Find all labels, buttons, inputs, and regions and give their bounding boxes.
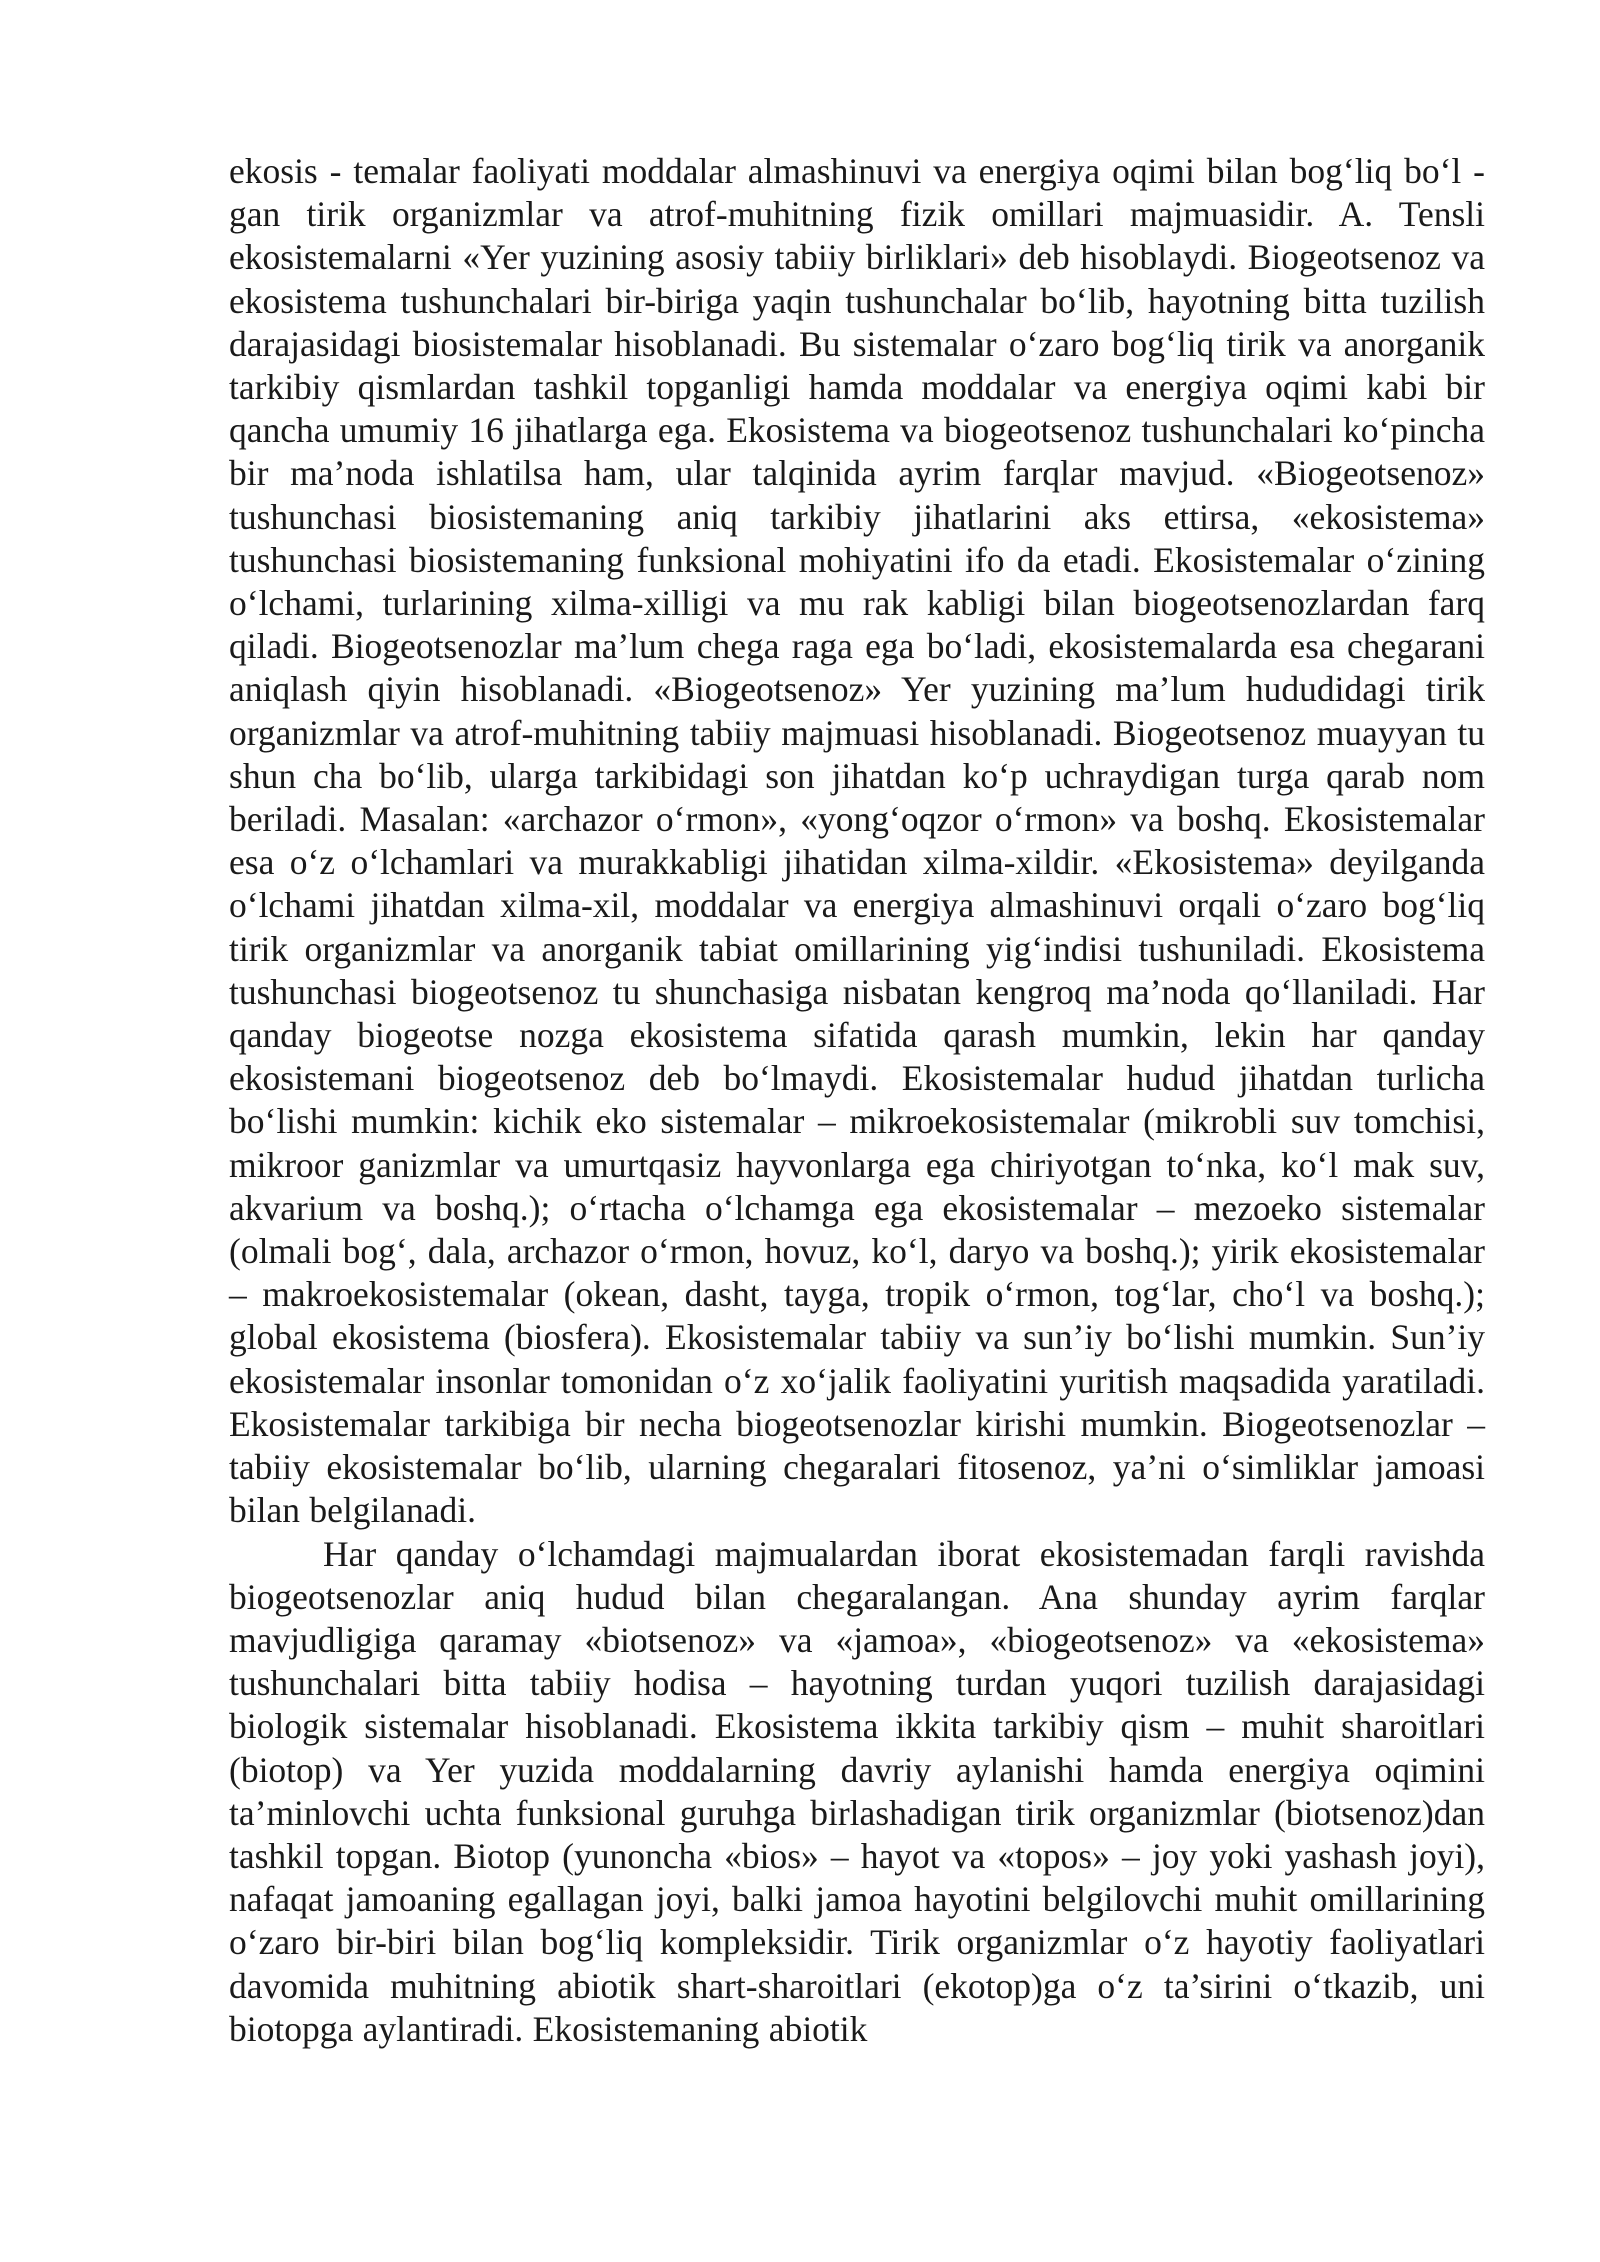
document-body: [229, 150, 1485, 2051]
paragraph-ecosystem-definition: ekosis - temalar faoliyati moddalar almashinuvi va energiya oqimi bilan bog‘liq bo‘l - gan tirik organizmlar va atrof-muhitning fizik omillari majmuasidir. A. Tensli ekosistemalarni «Yer yuzining asosiy tabiiy birliklari» deb hisoblaydi. Biogeotsenoz va ekosistema tushunchalari bir-biriga yaqin tushunchalar bo‘lib, hayotning bitta tuzilish darajasidagi biosistemalar hisoblanadi. Bu sistemalar o‘zaro bog‘liq tirik va anorganik tarkibiy qismlardan tashkil topganligi hamda moddalar va energiya oqimi kabi bir qancha umumiy 16 jihatlarga ega. Ekosistema va biogeotsenoz tushunchalari ko‘pincha bir ma’noda ishlatilsa ham, ular talqinida ayrim farqlar mavjud. «Biogeotsenoz» tushunchasi biosistemaning aniq tarkibiy jihatlarini aks ettirsa, «ekosistema» tushunchasi biosistemaning funksional mohiyatini ifo da etadi. Ekosistemalar o‘zining o‘lchami, turlarining xilma-xilligi va mu rak kabligi bilan biogeotsenozlardan farq qiladi. Biogeotsenozlar ma’lum chega raga ega bo‘ladi, ekosistemalarda esa chegarani aniqlash qiyin hisoblanadi. «Biogeotsenoz» Yer yuzining ma’lum hududidagi tirik organizmlar va atrof-muhitning tabiiy majmuasi hisoblanadi. Biogeotsenoz muayyan tu shun cha bo‘lib, ularga tarkibidagi son jihatdan ko‘p uchraydigan turga qarab nom beriladi. Masalan: «archazor o‘rmon», «yong‘oqzor o‘rmon» va boshq. Ekosistemalar esa o‘z o‘lchamlari va murakkabligi jihatidan xilma-xildir. «Ekosistema» deyilganda o‘lchami jihatdan xilma-xil, moddalar va energiya almashinuvi orqali o‘zaro bog‘liq tirik organizmlar va anorganik tabiat omillarining yig‘indisi tushuniladi. Ekosistema tushunchasi biogeotsenoz tu shunchasiga nisbatan kengroq ma’noda qo‘llaniladi. Har qanday biogeotse nozga ekosistema sifatida qarash mumkin, lekin har qanday ekosistemani biogeotsenoz deb bo‘lmaydi. Ekosistemalar hudud jihatdan turlicha bo‘lishi mumkin: kichik eko sistemalar – mikroekosistemalar (mikrobli suv tomchisi, mikroor ganizmlar va umurtqasiz hayvonlarga ega chiriyotgan to‘nka, ko‘l mak suv, akvarium va boshq.); o‘rtacha o‘lchamga ega ekosistemalar – mezoeko sistemalar (olmali bog‘, dala, archazor o‘rmon, hovuz, ko‘l, daryo va boshq.); yirik ekosistemalar – makroekosistemalar (okean, dasht, tayga, tropik o‘rmon, tog‘lar, cho‘l va boshq.); global ekosistema (biosfera). Ekosistemalar tabiiy va sun’iy bo‘lishi mumkin. Sun’iy ekosistemalar insonlar tomonidan o‘z xo‘jalik faoliyatini yuritish maqsadida yaratiladi. Ekosistemalar tarkibiga bir necha biogeotsenozlar kirishi mumkin. Biogeotsenozlar – tabiiy ekosistemalar bo‘lib, ularning chegaralari fitosenoz, ya’ni o‘simliklar jamoasi bilan belgilanadi.: [229, 151, 1485, 1531]
paragraph-biogeocenosis-boundaries: Har qanday o‘lchamdagi majmualardan iborat ekosistemadan farqli ravishda biogeotsenozlar aniq hudud bilan chegaralangan. Ana shunday ayrim farqlar mavjudligiga qaramay «biotsenoz» va «jamoa», «biogeotsenoz» va «ekosistema» tushunchalari bitta tabiiy hodisa – hayotning turdan yuqori tuzilish darajasidagi biologik sistemalar hisoblanadi. Ekosistema ikkita tarkibiy qism – muhit sharoitlari (biotop) va Yer yuzida moddalarning davriy aylanishi hamda energiya oqimini ta’minlovchi uchta funksional guruhga birlashadigan tirik organizmlar (biotsenoz)dan tashkil topgan. Biotop (yunoncha «bios» – hayot va «topos» – joy yoki yashash joyi), nafaqat jamoaning egallagan joyi, balki jamoa hayotini belgilovchi muhit omillarining o‘zaro bir-biri bilan bog‘liq kompleksidir. Tirik organizmlar o‘z hayotiy faoliyatlari davomida muhitning abiotik shart-sharoitlari (ekotop)ga o‘z ta’sirini o‘tkazib, uni biotopga aylantiradi. Ekosistemaning abiotik: [229, 1533, 1485, 2049]
